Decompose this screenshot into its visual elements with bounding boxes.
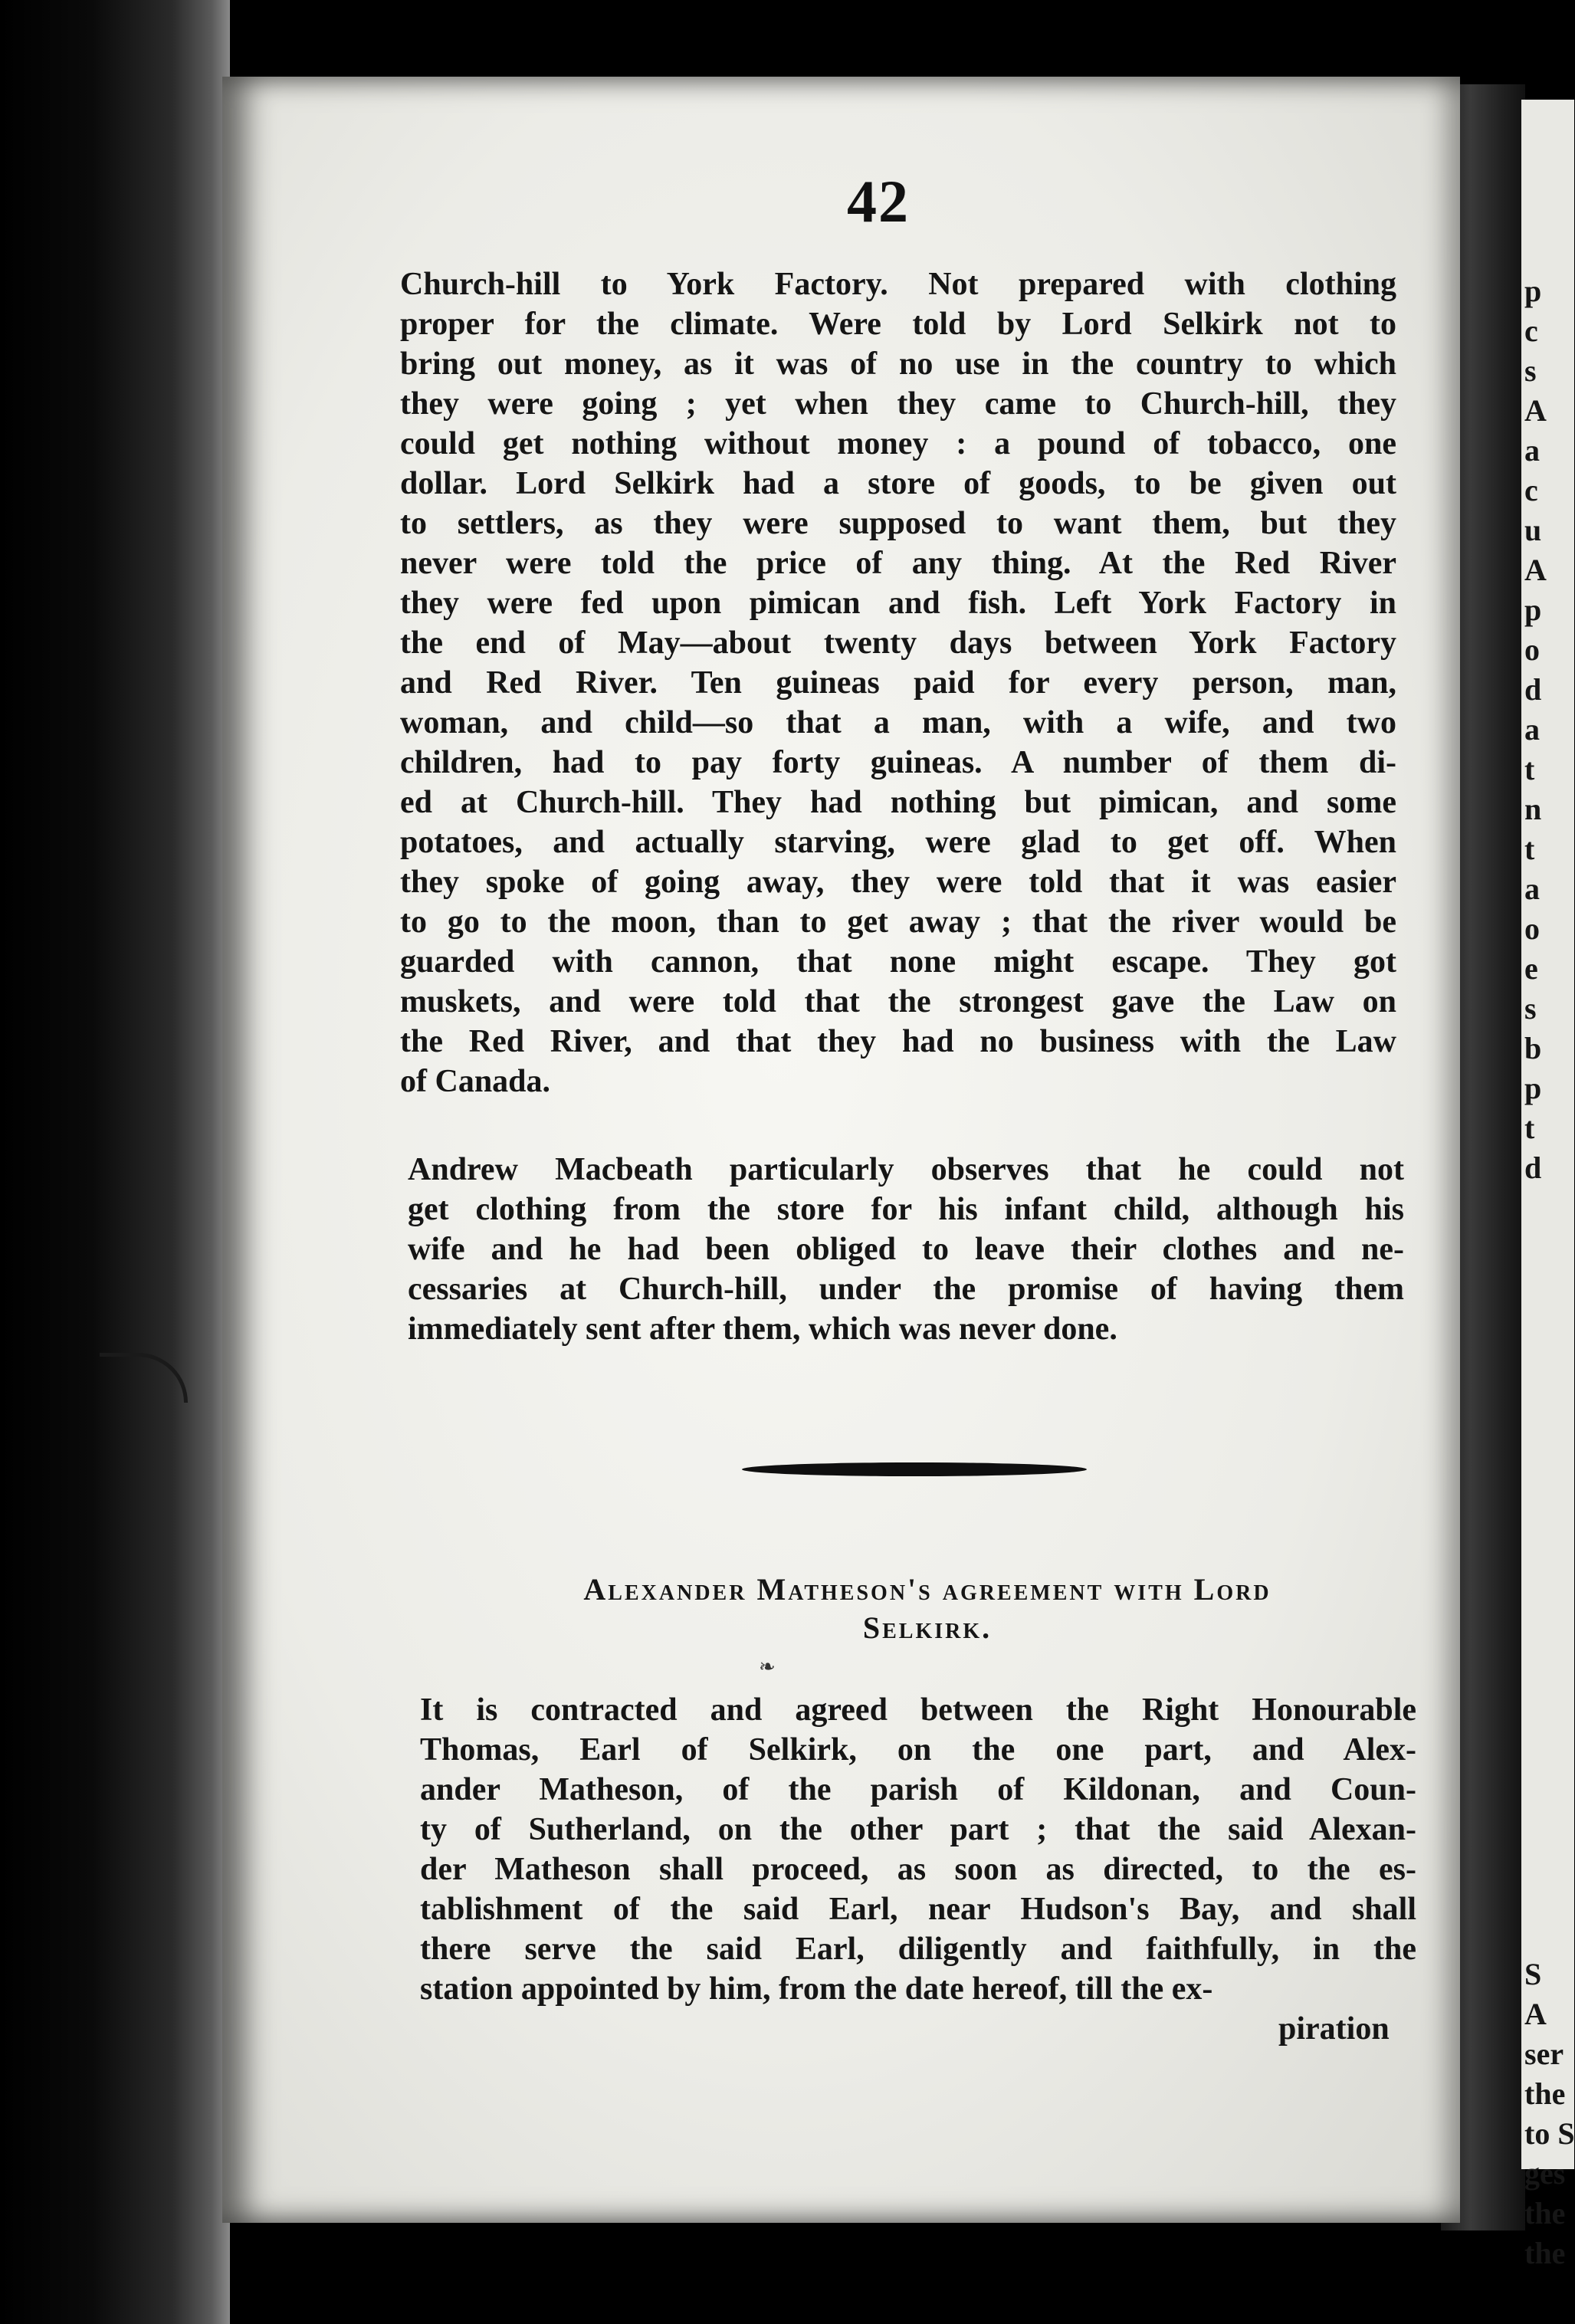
adjacent-page-fragment: u xyxy=(1524,513,1542,547)
text-line: of Canada. xyxy=(400,1064,551,1099)
adjacent-page-fragment: s xyxy=(1524,353,1537,388)
adjacent-page-fragment: o xyxy=(1524,911,1540,946)
text-line: there serve the said Earl, diligently and faithfully, in the xyxy=(420,1932,1416,1967)
adjacent-page-fragment: b xyxy=(1524,1031,1542,1065)
adjacent-page-fragment: ser xyxy=(1524,2037,1564,2071)
adjacent-page-fragment: to S xyxy=(1524,2116,1575,2151)
adjacent-page-fragment: a xyxy=(1524,872,1540,906)
paragraph-church-hill xyxy=(400,264,1396,1101)
page-number: 42 xyxy=(847,168,910,235)
text-line: potatoes, and actually starving, were glad to get off. When xyxy=(400,825,1396,860)
text-line: immediately sent after them, which was never done. xyxy=(408,1311,1117,1347)
adjacent-page-fragment: a xyxy=(1524,433,1540,468)
adjacent-page-fragment: the xyxy=(1524,2196,1566,2230)
catchword: piration xyxy=(1278,2011,1390,2047)
text-line: cessaries at Church-hill, under the promise of having them xyxy=(408,1272,1404,1307)
text-line: ed at Church-hill. They had nothing but pimican, and some xyxy=(400,785,1396,820)
adjacent-page-fragment: A xyxy=(1524,553,1547,587)
adjacent-page-fragment: the xyxy=(1524,2236,1566,2270)
text-line: tablishment of the said Earl, near Hudson's Bay, and shall xyxy=(420,1892,1416,1927)
adjacent-page-fragment: the xyxy=(1524,2076,1566,2111)
text-line: guarded with cannon, that none might escape. They got xyxy=(400,944,1396,980)
adjacent-page-fragment: o xyxy=(1524,632,1540,667)
text-line: der Matheson shall proceed, as soon as directed, to the es- xyxy=(420,1852,1416,1887)
book-spine-shadow xyxy=(0,0,230,2324)
adjacent-page-fragment: p xyxy=(1524,592,1542,627)
adjacent-page-fragment: A xyxy=(1524,1997,1547,2031)
text-line: they were going ; yet when they came to Church-hill, they xyxy=(400,386,1396,422)
text-line: bring out money, as it was of no use in the country to which xyxy=(400,346,1396,382)
text-line: children, had to pay forty guineas. A number of them di- xyxy=(400,745,1396,780)
adjacent-page-fragment: c xyxy=(1524,473,1538,507)
ornament-mark: ❧ xyxy=(759,1656,776,1678)
adjacent-page-fragment: t xyxy=(1524,752,1535,786)
text-line: never were told the price of any thing. At the Red River xyxy=(400,546,1396,581)
adjacent-page-fragment: a xyxy=(1524,712,1540,747)
text-line: Thomas, Earl of Selkirk, on the one part, and Alex- xyxy=(420,1732,1416,1768)
text-line: It is contracted and agreed between the Right Honourable xyxy=(420,1692,1416,1728)
text-line: dollar. Lord Selkirk had a store of goods, to be given out xyxy=(400,466,1396,501)
text-line: could get nothing without money : a pound of tobacco, one xyxy=(400,426,1396,461)
text-line: and Red River. Ten guineas paid for every person, man, xyxy=(400,665,1396,701)
adjacent-page-fragment: d xyxy=(1524,1151,1542,1185)
adjacent-page-fragment: S xyxy=(1524,1957,1542,1991)
text-line: the end of May—about twenty days between York Factory xyxy=(400,625,1396,661)
section-divider-rule xyxy=(742,1462,1087,1476)
text-line: to settlers, as they were supposed to want them, but they xyxy=(400,506,1396,541)
text-line: ty of Sutherland, on the other part ; that the said Alexan- xyxy=(420,1812,1416,1847)
adjacent-page-fragment: ges xyxy=(1524,2156,1566,2191)
adjacent-page xyxy=(1521,100,1575,2270)
adjacent-page-fragment: s xyxy=(1524,991,1537,1026)
text-line: muskets, and were told that the strongest gave the Law on xyxy=(400,984,1396,1019)
text-line: ander Matheson, of the parish of Kildonan, and Coun- xyxy=(420,1772,1416,1807)
paragraph-macbeath xyxy=(408,1150,1404,1349)
text-line: they spoke of going away, they were told that it was easier xyxy=(400,865,1396,900)
section-heading-line2: Selkirk. xyxy=(862,1610,993,1645)
adjacent-page-fragment: e xyxy=(1524,951,1538,986)
text-line: they were fed upon pimican and fish. Left York Factory in xyxy=(400,586,1396,621)
text-line: get clothing from the store for his infant child, although his xyxy=(408,1192,1404,1227)
page-42 xyxy=(222,77,1460,2223)
adjacent-page-fragment: t xyxy=(1524,832,1535,866)
text-line: Andrew Macbeath particularly observes that he could not xyxy=(408,1152,1404,1187)
adjacent-page-fragment: c xyxy=(1524,313,1538,348)
text-line: Church-hill to York Factory. Not prepared with clothing xyxy=(400,267,1396,302)
text-line: woman, and child—so that a man, with a wife, and two xyxy=(400,705,1396,740)
adjacent-page-fragment: A xyxy=(1524,393,1547,428)
text-line: station appointed by him, from the date hereof, till the ex- xyxy=(420,1971,1213,2007)
text-line: to go to the moon, than to get away ; that the river would be xyxy=(400,904,1396,940)
text-line: wife and he had been obliged to leave their clothes and ne- xyxy=(408,1232,1404,1267)
adjacent-page-fragment: d xyxy=(1524,672,1542,707)
section-heading-line1: Alexander Matheson's agreement with Lord xyxy=(583,1572,1271,1607)
adjacent-page-fragment: p xyxy=(1524,1071,1542,1105)
adjacent-page-fragment: p xyxy=(1524,274,1542,308)
adjacent-page-fragment: t xyxy=(1524,1111,1535,1145)
text-line: proper for the climate. Were told by Lord Selkirk not to xyxy=(400,307,1396,342)
paragraph-agreement xyxy=(420,1690,1416,2009)
adjacent-page-fragment: n xyxy=(1524,792,1542,826)
text-line: the Red River, and that they had no business with the Law xyxy=(400,1024,1396,1059)
